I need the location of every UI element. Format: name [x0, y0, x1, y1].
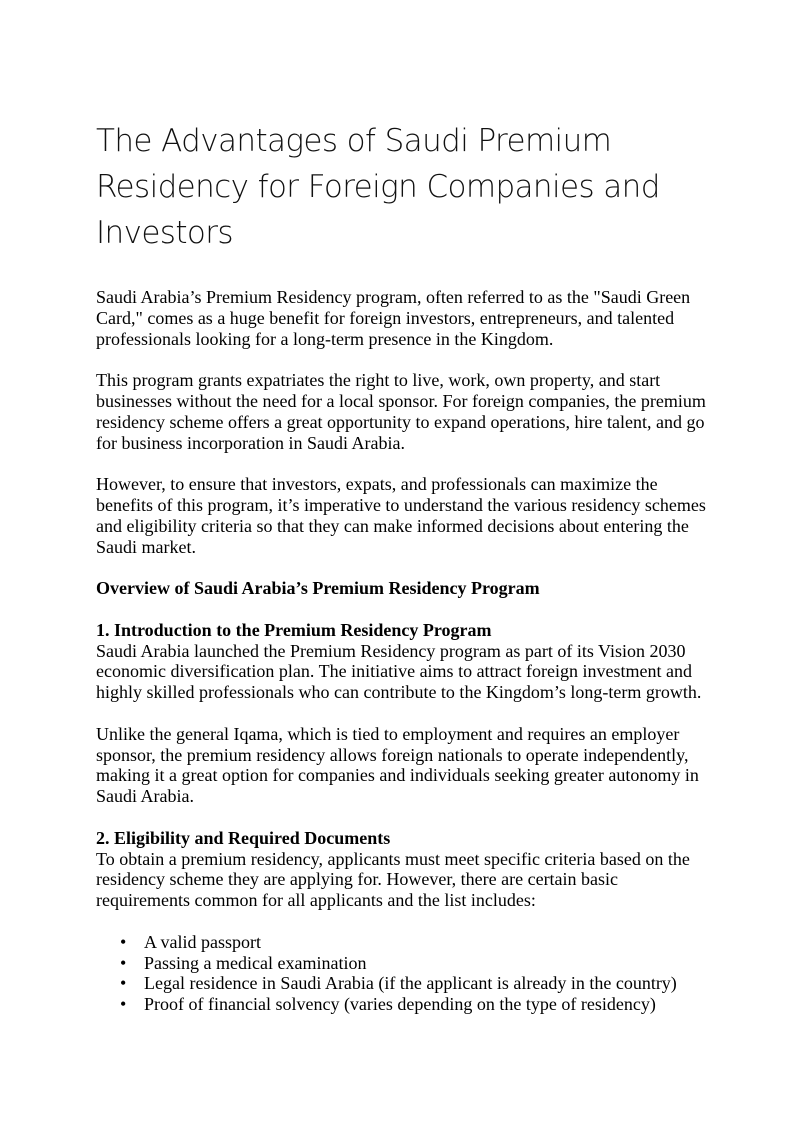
intro-paragraph: However, to ensure that investors, expats, and professionals can maximize the benefits of this program, it’s imperative to understand the various residency schemes and eligibility criteria so that they can make informed decisions about entering the Saudi market.	[96, 474, 706, 557]
list-item	[120, 973, 706, 994]
list-item-text: Legal residence in Saudi Arabia (if the applicant is already in the country)	[144, 973, 677, 994]
section-1-heading: 1. Introduction to the Premium Residency Program	[96, 619, 492, 640]
list-item-text: Proof of financial solvency (varies depending on the type of residency)	[144, 994, 656, 1015]
requirements-list	[96, 932, 706, 1015]
document-title: The Advantages of Saudi Premium Residency for Foreign Companies and Investors	[96, 123, 660, 251]
section-1-paragraph: Saudi Arabia launched the Premium Residency program as part of its Vision 2030 economic diversification plan. The initiative aims to attract foreign investment and highly skilled professionals who can contribute to the Kingdom’s long-term growth.	[96, 640, 702, 703]
list-item	[120, 994, 706, 1015]
list-item	[120, 953, 706, 974]
section-2-heading: 2. Eligibility and Required Documents	[96, 827, 391, 848]
overview-heading: Overview of Saudi Arabia’s Premium Residency Program	[96, 578, 540, 599]
list-item-text: A valid passport	[144, 931, 261, 952]
list-item-text: Passing a medical examination	[144, 952, 367, 973]
document-page	[96, 118, 706, 1015]
intro-paragraph: Saudi Arabia’s Premium Residency program, often referred to as the "Saudi Green Card," comes as a huge benefit for foreign investors, entrepreneurs, and talented professionals looking for a long-term presence in the Kingdom.	[96, 287, 691, 349]
section-2-paragraph: To obtain a premium residency, applicants must meet specific criteria based on the residency scheme they are applying for. However, there are certain basic requirements common for all applicants and the list includes:	[96, 848, 690, 911]
list-item	[120, 932, 706, 953]
bullet-icon: •	[120, 931, 127, 952]
intro-paragraph: This program grants expatriates the right to live, work, own property, and start businesses without the need for a local sponsor. For foreign companies, the premium residency scheme offers a great opportunity to expand operations, hire talent, and go for business incorporation in Saudi Arabia.	[96, 370, 706, 453]
bullet-icon: •	[120, 994, 127, 1015]
bullet-icon: •	[120, 973, 127, 994]
section-1-paragraph: Unlike the general Iqama, which is tied to employment and requires an employer sponsor, the premium residency allows foreign nationals to operate independently, making it a great option for companies and individuals seeking greater autonomy in Saudi Arabia.	[96, 723, 699, 807]
bullet-icon: •	[120, 952, 127, 973]
